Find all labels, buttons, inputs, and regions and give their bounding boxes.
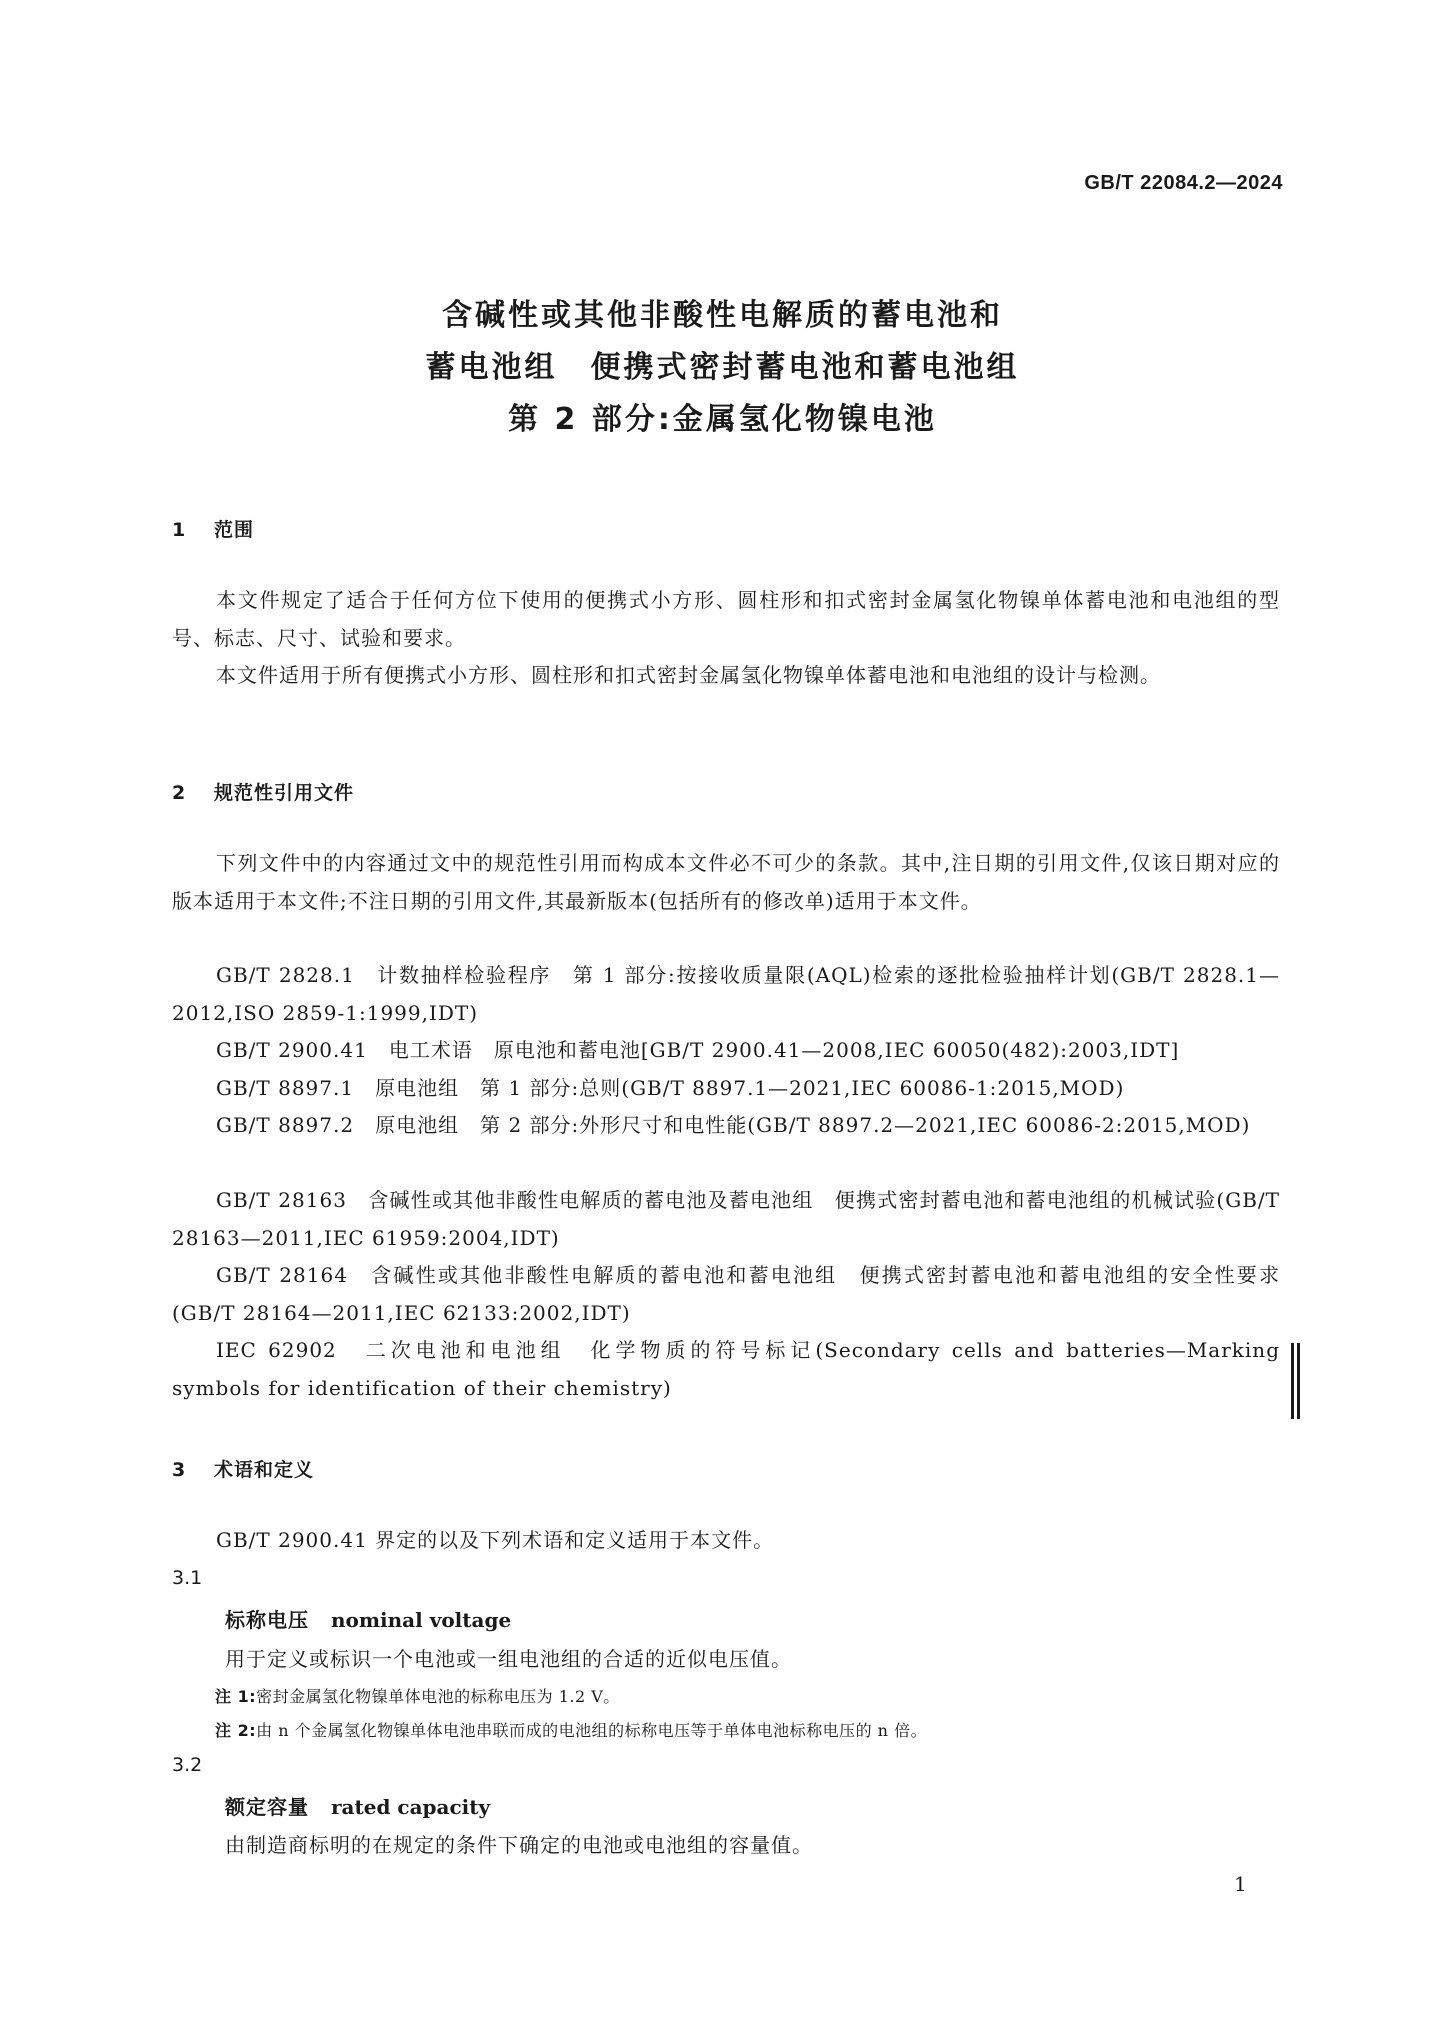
section-3-intro: GB/T 2900.41 界定的以及下列术语和定义适用于本文件。: [216, 1528, 775, 1552]
document-title: [0, 290, 1445, 446]
change-bar: [1297, 1343, 1300, 1419]
section-title: 范围: [214, 519, 255, 541]
section-3-heading: [172, 1455, 314, 1482]
term-number: 3.2: [172, 1754, 203, 1776]
section-number: 3: [172, 1459, 187, 1481]
section-1-paragraph-2: 本文件适用于所有便携式小方形、圆柱形和扣式密封金属氢化物镍单体蓄电池和电池组的设计与检测。: [216, 663, 1161, 687]
section-title: 术语和定义: [214, 1459, 315, 1481]
reference-item: GB/T 2828.1 计数抽样检验程序 第 1 部分:按接收质量限(AQL)检索的逐批检验抽样计划(GB/T 2828.1—2012,ISO 2859-1:1999,IDT): [172, 963, 1280, 1025]
reference-item: GB/T 28164 含碱性或其他非酸性电解质的蓄电池和蓄电池组 便携式密封蓄电池和蓄电池组的安全性要求(GB/T 28164—2011,IEC 62133:2002,IDT): [172, 1263, 1280, 1325]
term-chinese: 标称电压: [225, 1608, 309, 1632]
term-chinese: 额定容量: [225, 1795, 309, 1819]
reference-item: GB/T 8897.1 原电池组 第 1 部分:总则(GB/T 8897.1—2021,IEC 60086-1:2015,MOD): [216, 1076, 1125, 1100]
term-definition: 用于定义或标识一个电池或一组电池组的合适的近似电压值。: [225, 1647, 792, 1671]
section-2-heading: [172, 778, 354, 805]
page-number: 1: [1234, 1872, 1247, 1896]
term-english: nominal voltage: [331, 1608, 512, 1632]
note-text: 密封金属氢化物镍单体电池的标称电压为 1.2 V。: [256, 1687, 620, 1706]
term-title: [225, 1604, 511, 1633]
note-label: 注 1:: [215, 1687, 257, 1706]
term-note: [215, 1718, 927, 1741]
title-line-3: 第 2 部分:金属氢化物镍电池: [508, 402, 937, 437]
reference-item: GB/T 8897.2 原电池组 第 2 部分:外形尺寸和电性能(GB/T 8897.2—2021,IEC 60086-2:2015,MOD): [216, 1113, 1251, 1137]
section-title: 规范性引用文件: [214, 782, 355, 804]
note-label: 注 2:: [215, 1721, 257, 1740]
term-definition: 由制造商标明的在规定的条件下确定的电池或电池组的容量值。: [225, 1833, 813, 1857]
reference-item: GB/T 2900.41 电工术语 原电池和蓄电池[GB/T 2900.41—2008,IEC 60050(482):2003,IDT]: [216, 1038, 1180, 1062]
term-title: [225, 1791, 490, 1820]
term-note: [215, 1684, 620, 1707]
term-english: rated capacity: [331, 1795, 491, 1819]
title-line-2: 蓄电池组 便携式密封蓄电池和蓄电池组: [425, 350, 1020, 385]
section-1-paragraph-1: 本文件规定了适合于任何方位下使用的便携式小方形、圆柱形和扣式密封金属氢化物镍单体蓄电池和电池组的型号、标志、尺寸、试验和要求。: [172, 588, 1280, 650]
standard-number: GB/T 22084.2—2024: [1084, 172, 1283, 194]
title-line-1: 含碱性或其他非酸性电解质的蓄电池和: [442, 298, 1003, 333]
section-2-intro: 下列文件中的内容通过文中的规范性引用而构成本文件必不可少的条款。其中,注日期的引用文件,仅该日期对应的版本适用于本文件;不注日期的引用文件,其最新版本(包括所有的修改单)适用于本文件。: [172, 851, 1280, 913]
change-bar: [1291, 1343, 1294, 1419]
section-1-heading: [172, 515, 254, 542]
section-number: 1: [172, 519, 187, 541]
term-number: 3.1: [172, 1567, 203, 1589]
reference-item: IEC 62902 二次电池和电池组 化学物质的符号标记(Secondary cells and batteries—Marking symbols for identification of their chemistry): [172, 1338, 1280, 1400]
note-text: 由 n 个金属氢化物镍单体电池串联而成的电池组的标称电压等于单体电池标称电压的 n 倍。: [256, 1721, 928, 1740]
reference-item: GB/T 28163 含碱性或其他非酸性电解质的蓄电池及蓄电池组 便携式密封蓄电池和蓄电池组的机械试验(GB/T 28163—2011,IEC 61959:2004,IDT): [172, 1188, 1280, 1250]
section-number: 2: [172, 782, 187, 804]
